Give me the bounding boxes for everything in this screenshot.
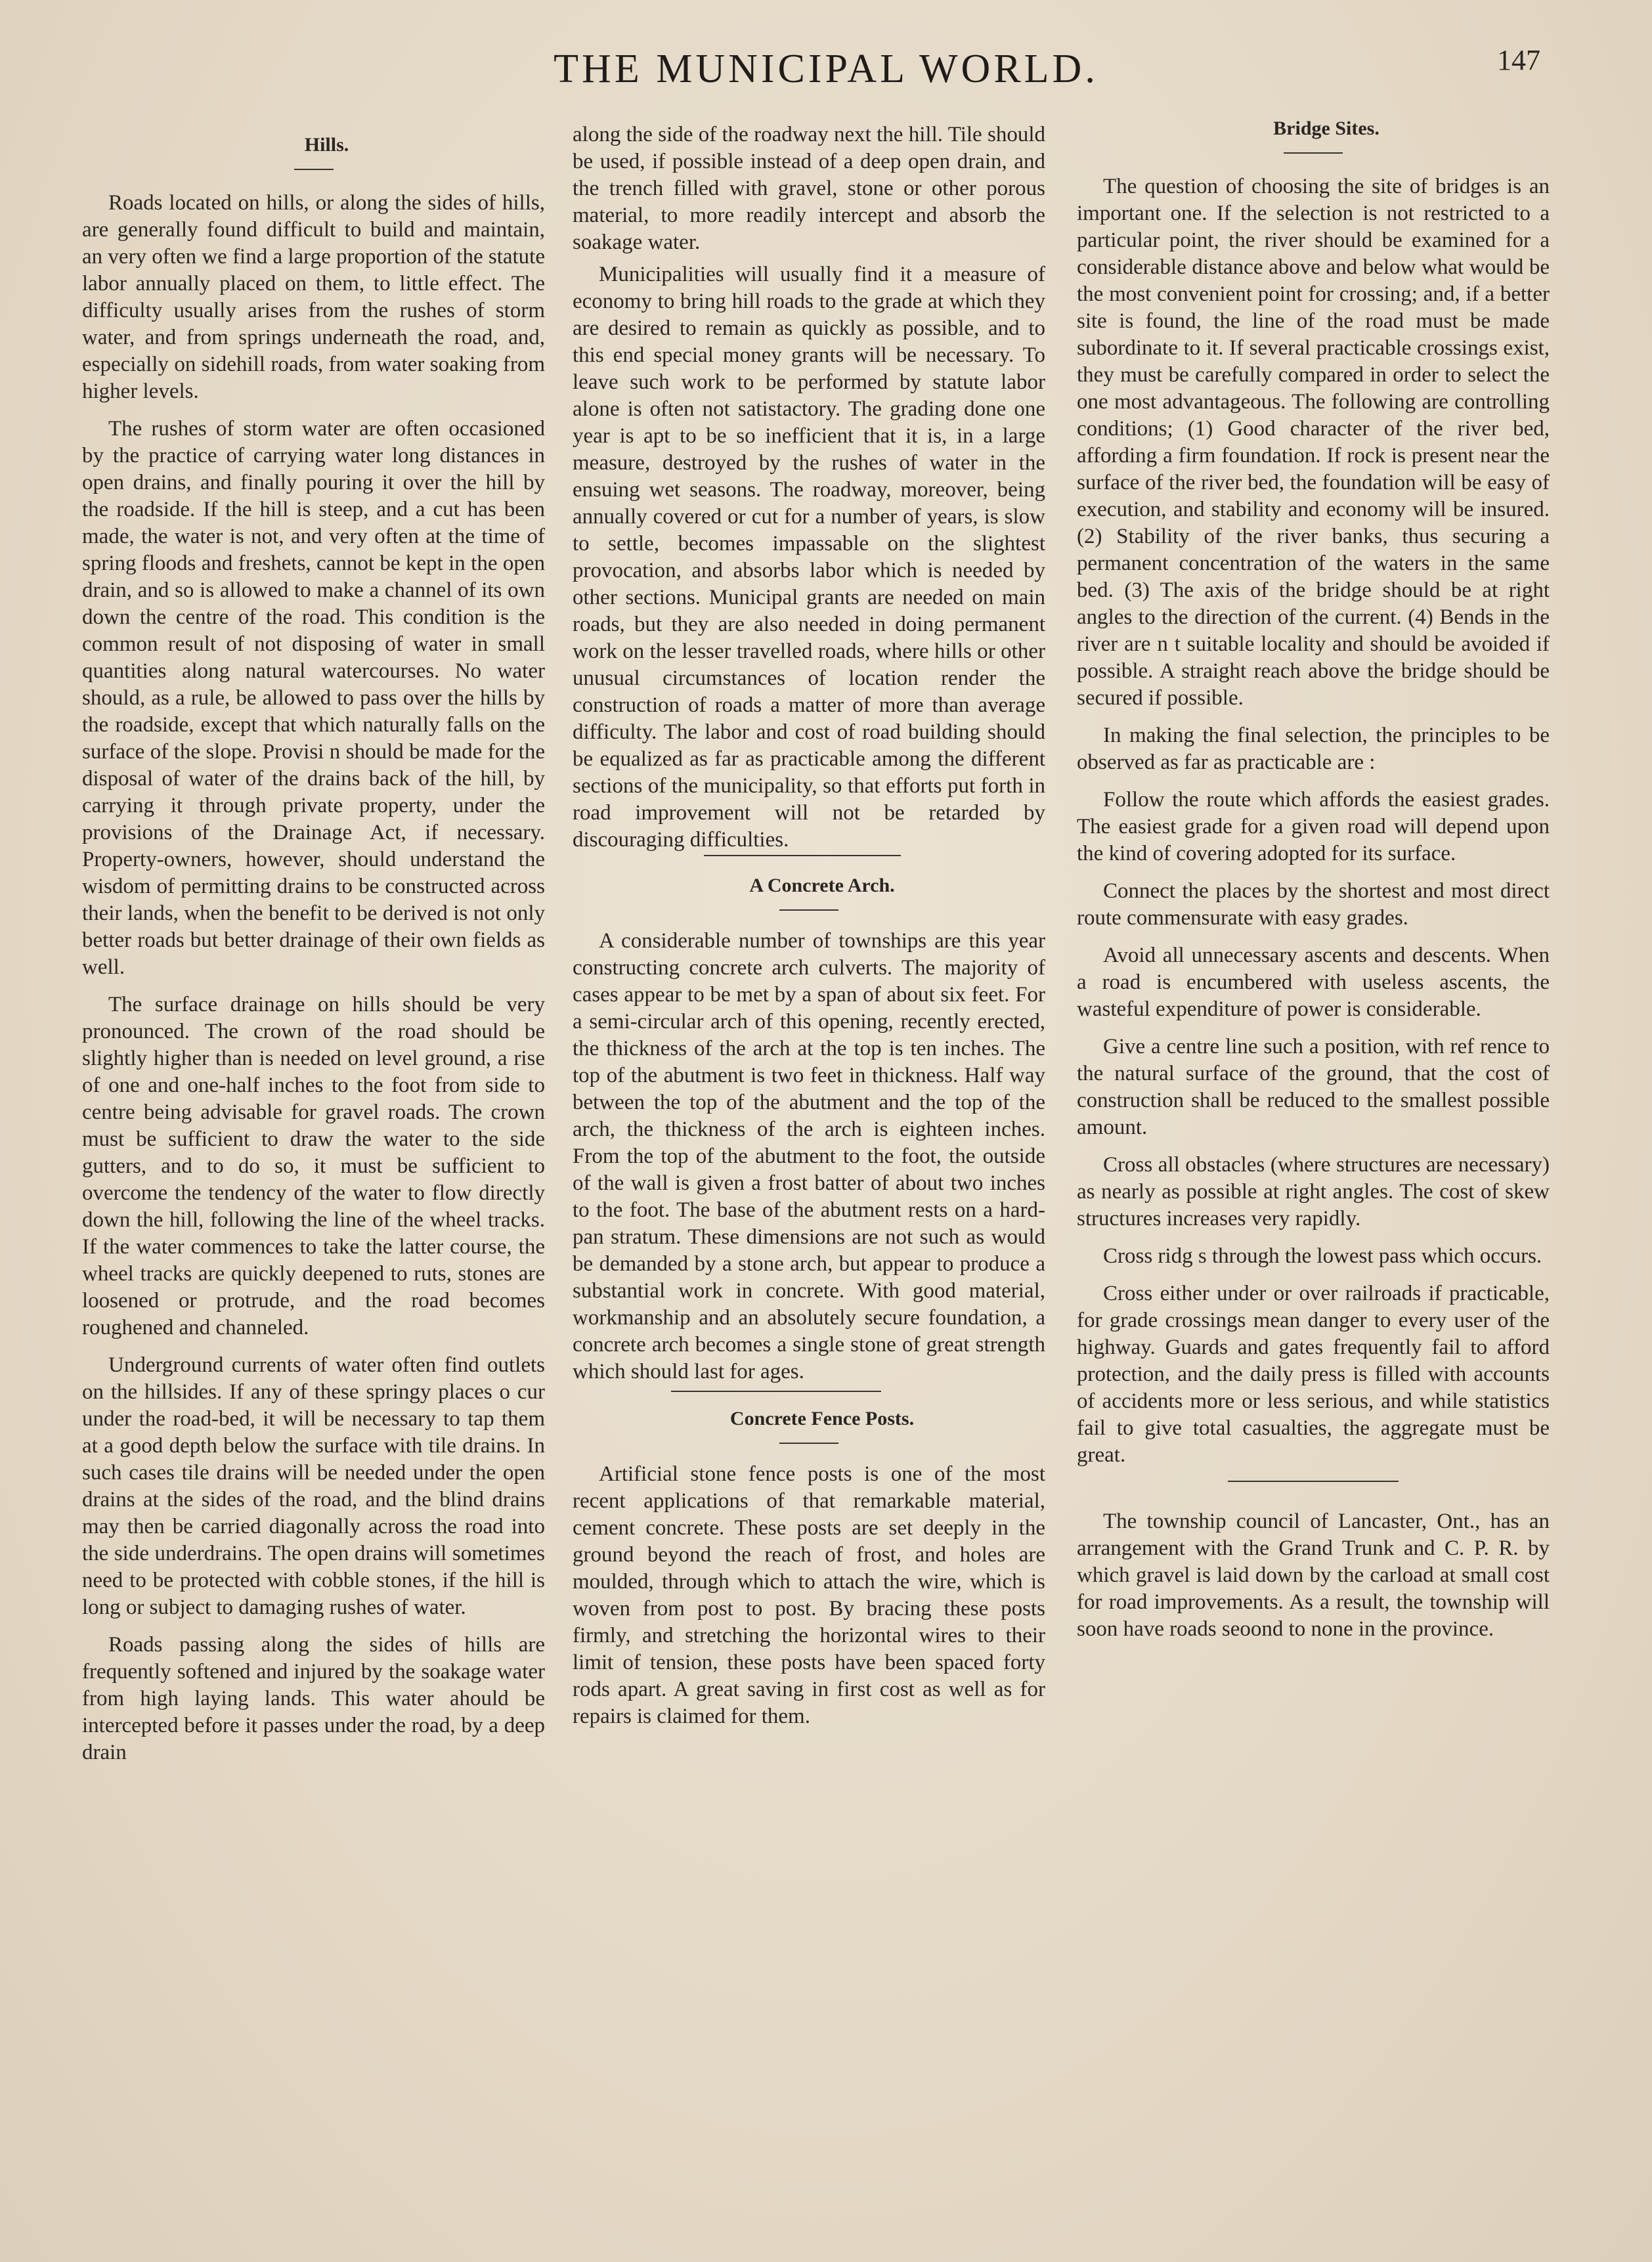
column-2 [573, 121, 1045, 1741]
paragraph: The township council of Lancaster, Ont., has an arrangement with the Grand Trunk and C. P. R. by which gravel is laid down by the carload at small cost for road improvements. As a result, the township will soon have roads seoond to none in the province. [1077, 1510, 1550, 1641]
heading-rule [779, 909, 838, 911]
page-header-title: THE MUNICIPAL WORLD. [554, 47, 1098, 91]
paragraph: Follow the route which affords the easiest grades. The easiest grade for a given road will depend upon the kind of covering adopted for its surface. [1077, 788, 1550, 865]
paragraph: Municipalities will usually find it a measure of economy to bring hill roads to the grade at which they are desired to remain as quickly as possible, and to this end special money grants will be necessary. To leave such work to be performed by statute labor alone is often not satistactory. The grading done one year is apt to be so inefficient that it is, in a large measure, destroyed by the rushes of water in the ensuing wet seasons. The roadway, moreover, being annually covered or cut for a number of years, is slow to settle, becomes impassable on the slightest provocation, and absorbs labor which is needed by other sections. Municipal grants are needed on main roads, but they are also needed in doing permanent work on the lesser travelled roads, where hills or other unusual circumstances of location render the construction of roads a matter of more than average difficulty. The labor and cost of road building should be equalized as far as practicable among the different sections of the municipality, so that efforts put forth in road improvement will not be retarded by discouraging difficulties. [573, 263, 1045, 852]
section-divider [671, 1391, 881, 1392]
section-divider [1228, 1481, 1399, 1482]
column-3 [1077, 115, 1550, 1653]
paragraph: Underground currents of water often find outlets on the hillsides. If any of these springy places o cur under the road-bed, it will be necessary to tap them at a good depth below the surface with tile drains. In such cases tile drains will be needed under the open drains at the sides of the road, and the blind drains may then be carried diagonally across the road into the side underdrains. The open drains will sometimes need to be protected with cobble stones, if the hill is long or subject to damaging rushes of water. [82, 1353, 545, 1619]
paragraph: along the side of the roadway next the hill. Tile should be used, if possible instead of a deep open drain, and the trench filled with gravel, stone or other porous material, to more readily intercept and absorb the soakage water. [573, 123, 1045, 254]
heading-rule [294, 169, 334, 170]
page-number: 147 [1497, 44, 1540, 76]
paragraph: A considerable number of townships are this year constructing concrete arch culverts. The majority of cases appear to be met by a span of about six feet. For a semi-circular arch of this opening, recently erected, the thickness of the arch at the top is ten inches. The top of the abutment is two feet in thickness. Half way between the top of the abutment and the top of the arch, the thickness of the arch is eighteen inches. From the top of the abutment to the foot, the outside of the wall is given a frost batter of about two inches to the foot. The base of the abutment rests on a hard-pan stratum. These dimensions are not such as would be demanded by a stone arch, but appear to produce a substantial work in concrete. With good material, workmanship and an absolutely secure foundation, a concrete arch becomes a single stone of great strength which should last for ages. [573, 929, 1045, 1383]
heading-bridge-sites: Bridge Sites. [1273, 118, 1380, 139]
paragraph: Connect the places by the shortest and most direct route commensurate with easy grades. [1077, 879, 1550, 930]
paragraph: The question of choosing the site of bridges is an important one. If the selection is not restricted to a particular point, the river should be examined for a considerable distance above and below what would be the most convenient point for crossing; and, if a better site is found, the line of the road must be made subordinate to it. If several practicable crossings exist, they must be carefully compared in order to select the one most advantageous. The following are controlling conditions; (1) Good character of the river bed, affording a firm foundation. If rock is present near the surface of the river bed, the foundation will be easy of execution, and stability and economy will be insured. (2) Stability of the river banks, thus securing a permanent concentration of the waters in the same bed. (3) The axis of the bridge should be at right angles to the direction of the current. (4) Bends in the river are n t suitable locality and should be avoided if possible. A straight reach above the bridge should be secured if possible. [1077, 175, 1550, 710]
heading-hills: Hills. [304, 134, 349, 156]
heading-concrete-arch: A Concrete Arch. [749, 875, 895, 896]
paragraph: Cross ridg s through the lowest pass which occurs. [1103, 1244, 1542, 1268]
paragraph: Roads located on hills, or along the sides of hills, are generally found difficult to build and maintain, an very often we find a large proportion of the statute labor annually placed on them, to little effect. The difficulty usually arises from the rushes of storm water, and from springs underneath the road, and, especially on sidehill roads, from water soaking from higher levels. [82, 191, 545, 403]
paragraph: In making the final selection, the principles to be observed as far as practicable are : [1077, 724, 1550, 774]
section-divider [704, 855, 901, 856]
heading-rule [779, 1443, 838, 1444]
paragraph: Cross either under or over railroads if practicable, for grade crossings mean danger to every user of the highway. Guards and gates frequently fail to afford protection, and the daily press is filled with accounts of accidents more or less serious, and while statistics fail to give total casualties, the aggregate must be great. [1077, 1282, 1550, 1467]
column-1 [82, 131, 545, 1777]
paragraph: Roads passing along the sides of hills are frequently softened and injured by the soakage water from high laying lands. This water ahould be intercepted before it passes under the road, by a deep drain [82, 1633, 545, 1764]
paragraph: Cross all obstacles (where structures are necessary) as nearly as possible at right angles. The cost of skew structures increases very rapidly. [1077, 1153, 1550, 1230]
paragraph: Give a centre line such a position, with ref rence to the natural surface of the ground, that the cost of construction shall be reduced to the smallest possible amount. [1077, 1035, 1550, 1139]
paragraph: Artificial stone fence posts is one of the most recent applications of that remarkable material, cement concrete. These posts are set deeply in the ground beyond the reach of frost, and holes are moulded, through which to attach the wire, which is woven from post to post. By bracing these posts firmly, and stretching the horizontal wires to their limit of tension, these posts have been spaced forty rods apart. A great saving in first cost as well as for repairs is claimed for them. [573, 1462, 1045, 1728]
heading-concrete-fence-posts: Concrete Fence Posts. [729, 1408, 915, 1429]
paragraph: The rushes of storm water are often occasioned by the practice of carrying water long distances in open drains, and finally pouring it over the hill by the roadside. If the hill is steep, and a cut has been made, the water is not, and very often at the time of spring floods and freshets, cannot be kept in the open drain, and so is allowed to make a channel of its own down the centre of the road. This condition is the common result of not disposing of water in small quantities along natural watercourses. No water should, as a rule, be allowed to pass over the hills by the roadside, except that which naturally falls on the surface of the slope. Provisi n should be made for the disposal of water of the drains back of the hill, by carrying it through private property, under the provisions of the Drainage Act, if necessary. Property-owners, however, should understand the wisdom of permitting drains to be constructed across their lands, when the benefit to be derived is not only better roads but better drainage of their own fields as well. [82, 417, 545, 979]
heading-rule [1284, 152, 1343, 154]
paragraph: The surface drainage on hills should be very pronounced. The crown of the road should be slightly higher than is needed on level ground, a rise of one and one-half inches to the foot from side to centre being advisable for gravel roads. The crown must be sufficient to draw the water to the side gutters, and to do so, it must be sufficient to overcome the tendency of the water to flow directly down the hill, following the line of the wheel tracks. If the water commences to take the latter course, the wheel tracks are quickly deepened to ruts, stones are loosened or protrude, and the road becomes roughened and channeled. [82, 993, 545, 1339]
paragraph: Avoid all unnecessary ascents and descents. When a road is encumbered with useless ascents, the wasteful expenditure of power is considerable. [1077, 944, 1550, 1021]
